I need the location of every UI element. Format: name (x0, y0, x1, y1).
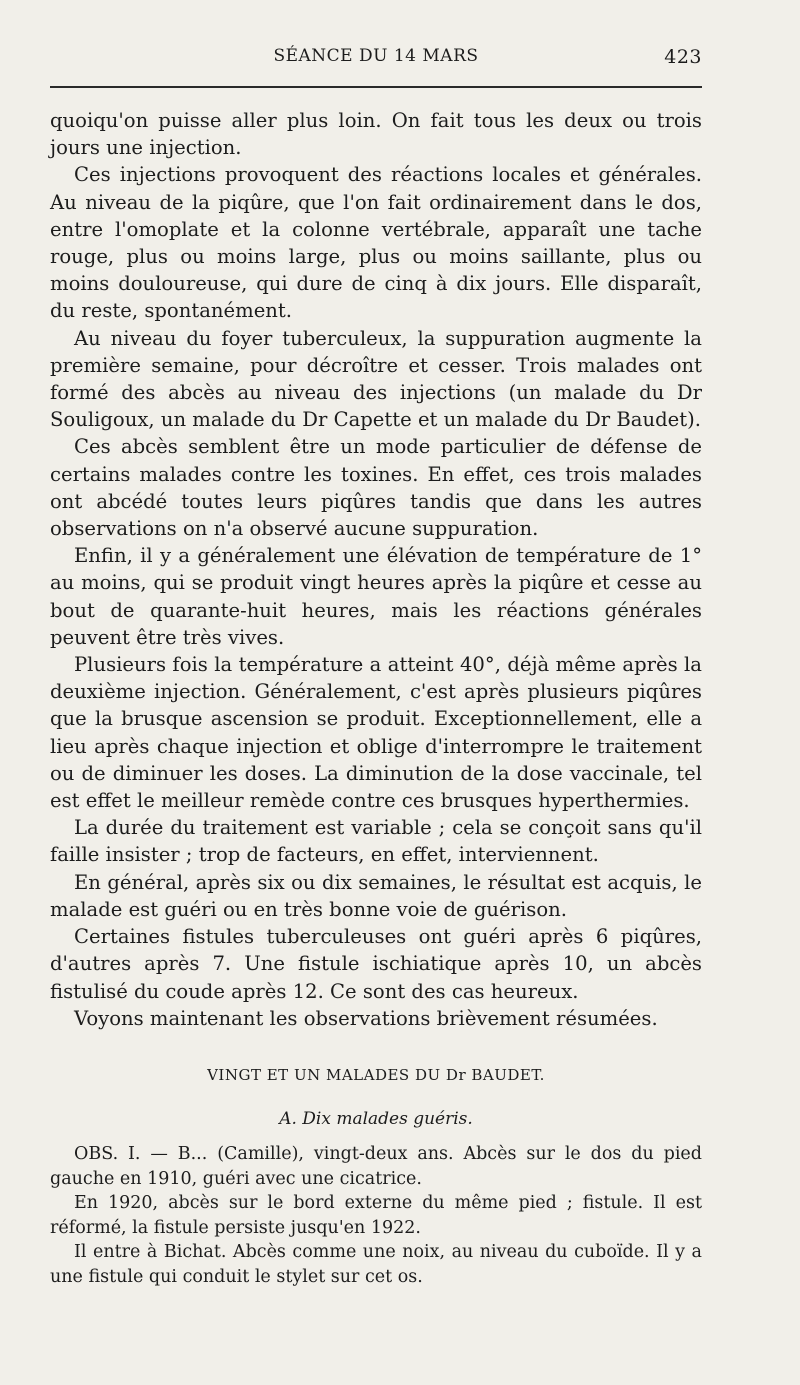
subsection-heading-text: A. Dix malades guéris. (279, 1108, 473, 1129)
paragraph: La durée du traitement est variable ; cela se conçoit sans qu'il faille insister ; trop de facteurs, en effet, interviennent. (50, 816, 702, 867)
main-text (50, 107, 702, 1032)
paragraph: Enfin, il y a généralement une élévation de température de 1° au moins, qui se produit vingt heures après la piqûre et cesse au bout de quarante-huit heures, mais les réactions générales peuvent être très vives. (50, 544, 702, 649)
observation-block (50, 1142, 702, 1290)
paragraph: Ces injections provoquent des réactions locales et générales. Au niveau de la piqûre, que l'on fait ordinairement dans le dos, entre l'omoplate et la colonne vertébrale, apparaît une tache rouge, plus ou moins large, plus ou moins saillante, plus ou moins douloureuse, qui dure de cinq à dix jours. Elle disparaît, du reste, spontanément. (50, 163, 702, 323)
observation-paragraph: En 1920, abcès sur le bord externe du même pied ; fistule. Il est réformé, la fistule persiste jusqu'en 1922. (50, 1193, 702, 1238)
running-header (50, 46, 702, 72)
observation-paragraph: OBS. I. — B... (Camille), vingt-deux ans. Abcès sur le dos du pied gauche en 1910, guéri avec une cicatrice. (50, 1143, 702, 1189)
paragraph: Ces abcès semblent être un mode particulier de défense de certains malades contre les toxines. En effet, ces trois malades ont abcédé toutes leurs piqûres tandis que dans les autres observations on n'a observé aucune suppuration. (50, 435, 702, 541)
paragraph: En général, après six ou dix semaines, le résultat est acquis, le malade est guéri ou en très bonne voie de guérison. (50, 870, 702, 921)
paragraph: Voyons maintenant les observations brièvement résumées. (74, 1006, 658, 1030)
section-heading: VINGT ET UN MALADES DU Dr BAUDET. (207, 1065, 545, 1084)
paragraph: Plusieurs fois la température a atteint 40°, déjà même après la deuxième injection. Généralement, c'est après plusieurs piqûres que la brusque ascension se produit. Exceptionnellement, elle a lieu après chaque injection et oblige d'interrompre le traitement ou de diminuer les doses. La diminution de la dose vaccinale, tel est effet le meilleur remède contre ces brusques hyperthermies. (50, 653, 702, 813)
paragraph: Au niveau du foyer tuberculeux, la suppuration augmente la première semaine, pour décroître et cesser. Trois malades ont formé des abcès au niveau des injections (un malade du Dr Souligoux, un malade du Dr Capette et un malade du Dr Baudet). (50, 326, 702, 432)
page-number: 423 (664, 46, 702, 68)
page-body (50, 107, 702, 1289)
header-rule (50, 86, 702, 88)
observation-paragraph: Il entre à Bichat. Abcès comme une noix, au niveau du cuboïde. Il y a une fistule qui conduit le stylet sur cet os. (50, 1242, 702, 1287)
paragraph: Certaines fistules tuberculeuses ont guéri après 6 piqûres, d'autres après 7. Une fistule ischiatique après 10, un abcès fistulisé du coude après 12. Ce sont des cas heureux. (50, 925, 702, 1003)
running-title: SÉANCE DU 14 MARS (273, 46, 479, 66)
subsection-heading (50, 1096, 702, 1142)
paragraph: quoiqu'on puisse aller plus loin. On fait tous les deux ou trois jours une injection. (50, 109, 702, 160)
